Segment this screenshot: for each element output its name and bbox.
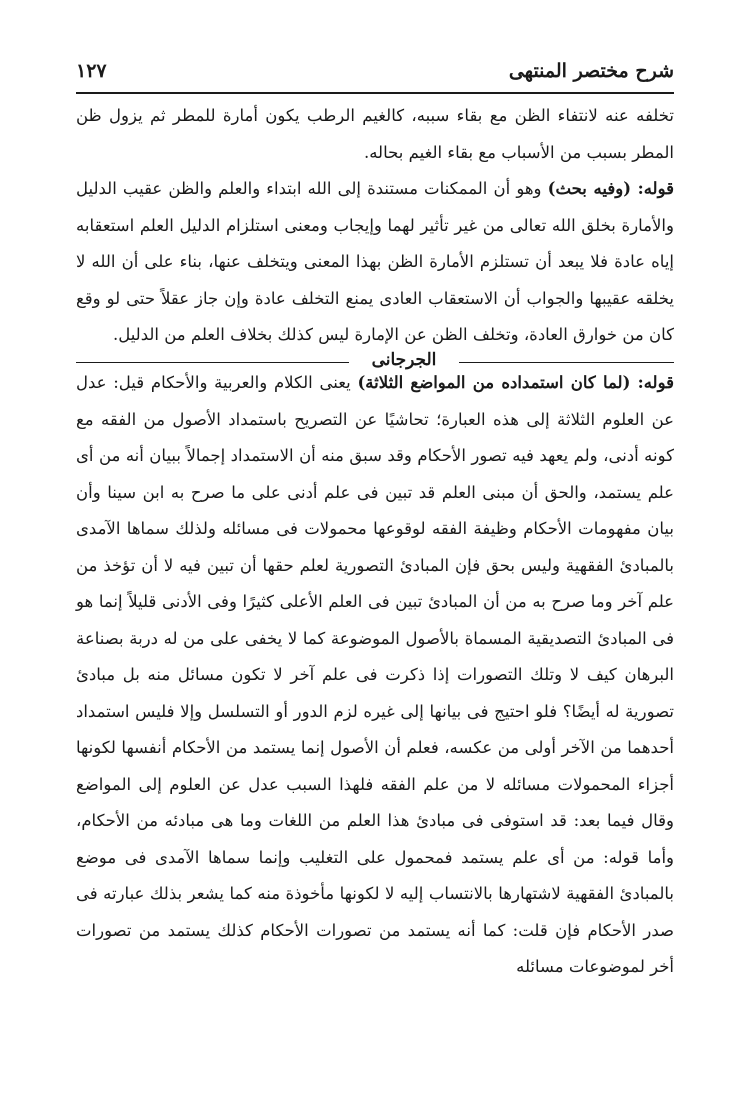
commentary-section-jurjani [76, 365, 674, 986]
commentary-section-top [76, 98, 674, 354]
page-number: ١٢٧ [76, 60, 107, 82]
quote-label: قوله: (لما كان استمداده من المواضع الثلاثة) [357, 373, 674, 392]
paragraph-discussion [76, 171, 674, 354]
header-rule [76, 92, 674, 94]
quote-label: قوله: (وفيه بحث) [547, 179, 674, 198]
paragraph-main [76, 365, 674, 986]
divider-line-left [76, 362, 349, 363]
header-title: شرح مختصر المنتهى [508, 60, 674, 82]
paragraph-body: وهو أن الممكنات مستندة إلى الله ابتداء والعلم والظن عقيب الدليل والأمارة بخلق الله تعالى من غير تأثير لهما وإيجاب ومعنى استلزام الدليل العلم استعقابه إياه عادة فلا يبعد أن تستلزم الأمارة الظن بهذا المعنى ويتخلف عنها، بناء على أن الله لا يخلقه عقيبها والجواب أن الاستعقاب العادى يمنع التخلف عادة وإن جاز عقلاً حتى لو وقع كان من خوارق العادة، وتخلف الظن عن الإمارة ليس كذلك بخلاف العلم من الدليل. [76, 179, 674, 344]
running-header [76, 58, 674, 92]
paragraph-body: يعنى الكلام والعربية والأحكام قيل: عدل عن العلوم الثلاثة إلى هذه العبارة؛ تحاشيًا عن التصريح باستمداد الأصول من الفقه مع كونه أدنى، ولم يعهد فيه تصور الأحكام وقد سبق منه أن الاستمداد إجمالاً ببيان أنه من أى علم يستمد، والحق أن مبنى العلم قد تبين فى علم أدنى على ما صرح به ابن سينا وأن بيان مفهومات الأحكام وظيفة الفقه لوقوعها محمولات فى مسائله ولذلك سماها الآمدى بالمبادئ الفقهية وليس بحق فإن المبادئ التصورية لعلم حقها أن تبين فيه لا أن تؤخذ من علم آخر وما صرح به من أن المبادئ تبين فى العلم الأعلى كثيرًا وفى الأدنى قليلاً إنما هو فى المبادئ التصديقية المسماة بالأصول الموضوعة كما لا يخفى على من له دربة بصناعة البرهان كيف لا وتلك التصورات إذا ذكرت فى علم آخر لا تكون مسائل منه بل مبادئ تصورية له أيضًا؟ فلو احتيج فى بيانها إلى غيره لزم الدور أو التسلسل وإلا فليس استمداد أحدهما من الآخر أولى من عكسه، فعلم أن الأصول إنما يستمد من الأحكام أنفسها لكونها أجزاء المحمولات مسائله لا من علم الفقه فلهذا السبب عدل عن العلوم إلى المواضع وقال فيما بعد: قد استوفى فى مبادئ هذا العلم من اللغات وما هى مبادئه من الأحكام، وأما قوله: من أى علم يستمد فمحمول على التغليب وإنما سماها الآمدى فى موضع بالمبادئ الفقهية لاشتهارها بالانتساب إليه لا لكونها مأخوذة منه كما يشعر بذلك عبارته فى صدر الأحكام فإن قلت: كما أنه يستمد من تصورات الأحكام كذلك يستمد من تصورات أخر لموضوعات مسائله [76, 373, 674, 976]
section-title: الجرجانى [371, 350, 437, 370]
paragraph-intro: تخلفه عنه لانتفاء الظن مع بقاء سببه، كالغيم الرطب يكون أمارة للمطر ثم يزول ظن المطر بسبب من الأسباب مع بقاء الغيم بحاله. [76, 106, 674, 162]
divider-line-right [459, 362, 674, 363]
